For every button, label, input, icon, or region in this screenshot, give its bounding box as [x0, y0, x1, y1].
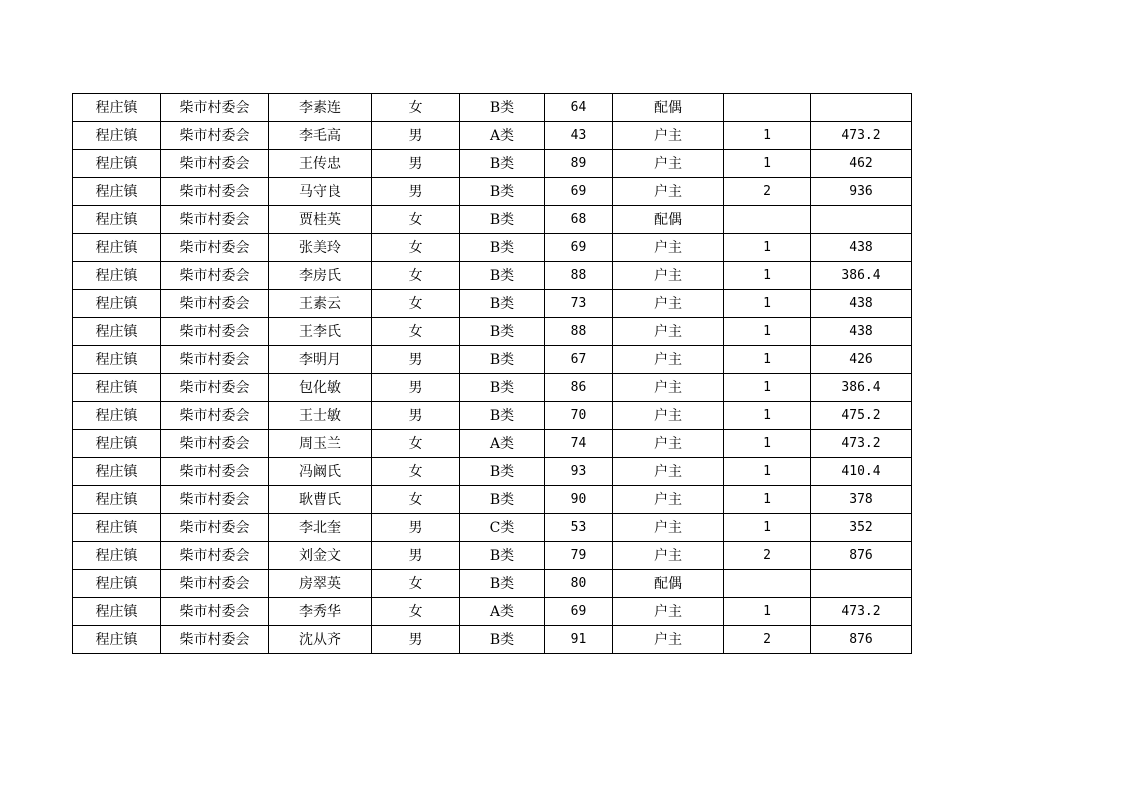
town-cell: 程庄镇 — [73, 458, 161, 486]
village-committee-cell: 柴市村委会 — [161, 234, 269, 262]
table-row — [73, 290, 912, 318]
name-cell: 李素连 — [269, 94, 372, 122]
amount-cell: 473.2 — [811, 598, 912, 626]
name-cell: 王李氏 — [269, 318, 372, 346]
age-cell: 89 — [545, 150, 613, 178]
age-cell: 79 — [545, 542, 613, 570]
amount-cell: 473.2 — [811, 430, 912, 458]
relation-cell: 配偶 — [613, 206, 724, 234]
category-cell: B类 — [460, 262, 545, 290]
amount-cell: 386.4 — [811, 374, 912, 402]
amount-cell — [811, 206, 912, 234]
age-cell: 86 — [545, 374, 613, 402]
gender-cell: 女 — [372, 290, 460, 318]
category-cell: A类 — [460, 598, 545, 626]
name-cell: 周玉兰 — [269, 430, 372, 458]
relation-cell: 户主 — [613, 178, 724, 206]
village-committee-cell: 柴市村委会 — [161, 346, 269, 374]
name-cell: 王士敏 — [269, 402, 372, 430]
amount-cell: 438 — [811, 234, 912, 262]
household-count-cell: 1 — [724, 486, 811, 514]
category-cell: B类 — [460, 150, 545, 178]
category-cell: B类 — [460, 206, 545, 234]
amount-cell: 876 — [811, 542, 912, 570]
relation-cell: 户主 — [613, 486, 724, 514]
name-cell: 李房氏 — [269, 262, 372, 290]
amount-cell: 462 — [811, 150, 912, 178]
gender-cell: 女 — [372, 94, 460, 122]
gender-cell: 女 — [372, 570, 460, 598]
gender-cell: 男 — [372, 626, 460, 654]
village-committee-cell: 柴市村委会 — [161, 318, 269, 346]
village-committee-cell: 柴市村委会 — [161, 122, 269, 150]
age-cell: 69 — [545, 598, 613, 626]
town-cell: 程庄镇 — [73, 206, 161, 234]
household-count-cell: 1 — [724, 150, 811, 178]
village-committee-cell: 柴市村委会 — [161, 94, 269, 122]
table-row — [73, 626, 912, 654]
age-cell: 88 — [545, 318, 613, 346]
name-cell: 贾桂英 — [269, 206, 372, 234]
category-cell: B类 — [460, 178, 545, 206]
town-cell: 程庄镇 — [73, 234, 161, 262]
gender-cell: 男 — [372, 178, 460, 206]
table-row — [73, 402, 912, 430]
household-count-cell: 1 — [724, 122, 811, 150]
town-cell: 程庄镇 — [73, 178, 161, 206]
table-row — [73, 458, 912, 486]
household-count-cell — [724, 570, 811, 598]
name-cell: 冯阚氏 — [269, 458, 372, 486]
name-cell: 刘金文 — [269, 542, 372, 570]
village-committee-cell: 柴市村委会 — [161, 514, 269, 542]
table-row — [73, 374, 912, 402]
age-cell: 80 — [545, 570, 613, 598]
age-cell: 53 — [545, 514, 613, 542]
village-committee-cell: 柴市村委会 — [161, 402, 269, 430]
relation-cell: 户主 — [613, 514, 724, 542]
table-row — [73, 262, 912, 290]
table-row — [73, 94, 912, 122]
relation-cell: 户主 — [613, 346, 724, 374]
amount-cell: 426 — [811, 346, 912, 374]
town-cell: 程庄镇 — [73, 122, 161, 150]
village-committee-cell: 柴市村委会 — [161, 262, 269, 290]
table-row — [73, 542, 912, 570]
name-cell: 张美玲 — [269, 234, 372, 262]
town-cell: 程庄镇 — [73, 570, 161, 598]
table-row — [73, 178, 912, 206]
gender-cell: 女 — [372, 598, 460, 626]
gender-cell: 女 — [372, 430, 460, 458]
household-count-cell: 1 — [724, 458, 811, 486]
village-committee-cell: 柴市村委会 — [161, 542, 269, 570]
relation-cell: 户主 — [613, 374, 724, 402]
category-cell: A类 — [460, 430, 545, 458]
age-cell: 69 — [545, 178, 613, 206]
relation-cell: 户主 — [613, 234, 724, 262]
village-committee-cell: 柴市村委会 — [161, 374, 269, 402]
relation-cell: 户主 — [613, 402, 724, 430]
category-cell: B类 — [460, 94, 545, 122]
town-cell: 程庄镇 — [73, 374, 161, 402]
category-cell: B类 — [460, 234, 545, 262]
town-cell: 程庄镇 — [73, 626, 161, 654]
town-cell: 程庄镇 — [73, 346, 161, 374]
town-cell: 程庄镇 — [73, 486, 161, 514]
amount-cell: 876 — [811, 626, 912, 654]
gender-cell: 男 — [372, 150, 460, 178]
age-cell: 88 — [545, 262, 613, 290]
table-row — [73, 234, 912, 262]
name-cell: 耿曹氏 — [269, 486, 372, 514]
table-row — [73, 486, 912, 514]
table-row — [73, 570, 912, 598]
category-cell: B类 — [460, 458, 545, 486]
relation-cell: 户主 — [613, 318, 724, 346]
amount-cell: 475.2 — [811, 402, 912, 430]
category-cell: B类 — [460, 374, 545, 402]
name-cell: 李秀华 — [269, 598, 372, 626]
village-committee-cell: 柴市村委会 — [161, 206, 269, 234]
category-cell: B类 — [460, 626, 545, 654]
household-count-cell — [724, 206, 811, 234]
amount-cell: 473.2 — [811, 122, 912, 150]
table-row — [73, 430, 912, 458]
category-cell: B类 — [460, 346, 545, 374]
household-count-cell: 2 — [724, 542, 811, 570]
town-cell: 程庄镇 — [73, 514, 161, 542]
town-cell: 程庄镇 — [73, 430, 161, 458]
town-cell: 程庄镇 — [73, 318, 161, 346]
gender-cell: 女 — [372, 206, 460, 234]
name-cell: 房翠英 — [269, 570, 372, 598]
age-cell: 91 — [545, 626, 613, 654]
gender-cell: 男 — [372, 122, 460, 150]
age-cell: 73 — [545, 290, 613, 318]
household-count-cell: 1 — [724, 346, 811, 374]
relation-cell: 配偶 — [613, 570, 724, 598]
table-row — [73, 514, 912, 542]
age-cell: 93 — [545, 458, 613, 486]
gender-cell: 男 — [372, 542, 460, 570]
category-cell: B类 — [460, 542, 545, 570]
relation-cell: 户主 — [613, 542, 724, 570]
town-cell: 程庄镇 — [73, 290, 161, 318]
amount-cell: 410.4 — [811, 458, 912, 486]
household-count-cell: 1 — [724, 598, 811, 626]
gender-cell: 男 — [372, 402, 460, 430]
household-count-cell: 1 — [724, 262, 811, 290]
category-cell: C类 — [460, 514, 545, 542]
table-row — [73, 122, 912, 150]
town-cell: 程庄镇 — [73, 598, 161, 626]
town-cell: 程庄镇 — [73, 542, 161, 570]
category-cell: B类 — [460, 486, 545, 514]
name-cell: 马守良 — [269, 178, 372, 206]
village-committee-cell: 柴市村委会 — [161, 150, 269, 178]
town-cell: 程庄镇 — [73, 262, 161, 290]
amount-cell: 378 — [811, 486, 912, 514]
name-cell: 沈从齐 — [269, 626, 372, 654]
category-cell: B类 — [460, 402, 545, 430]
amount-cell — [811, 570, 912, 598]
household-count-cell: 1 — [724, 374, 811, 402]
town-cell: 程庄镇 — [73, 94, 161, 122]
gender-cell: 男 — [372, 374, 460, 402]
table-row — [73, 150, 912, 178]
gender-cell: 男 — [372, 346, 460, 374]
name-cell: 李北奎 — [269, 514, 372, 542]
gender-cell: 女 — [372, 262, 460, 290]
category-cell: B类 — [460, 570, 545, 598]
age-cell: 74 — [545, 430, 613, 458]
village-committee-cell: 柴市村委会 — [161, 290, 269, 318]
relation-cell: 户主 — [613, 122, 724, 150]
household-count-cell: 1 — [724, 318, 811, 346]
relation-cell: 户主 — [613, 458, 724, 486]
amount-cell: 438 — [811, 290, 912, 318]
amount-cell: 936 — [811, 178, 912, 206]
gender-cell: 女 — [372, 458, 460, 486]
table-row — [73, 346, 912, 374]
village-committee-cell: 柴市村委会 — [161, 626, 269, 654]
relation-cell: 户主 — [613, 626, 724, 654]
village-committee-cell: 柴市村委会 — [161, 458, 269, 486]
household-count-cell: 1 — [724, 430, 811, 458]
age-cell: 64 — [545, 94, 613, 122]
data-table — [72, 93, 912, 654]
relation-cell: 户主 — [613, 150, 724, 178]
relation-cell: 户主 — [613, 430, 724, 458]
household-count-cell: 1 — [724, 234, 811, 262]
relation-cell: 户主 — [613, 598, 724, 626]
age-cell: 68 — [545, 206, 613, 234]
gender-cell: 女 — [372, 486, 460, 514]
name-cell: 李明月 — [269, 346, 372, 374]
age-cell: 69 — [545, 234, 613, 262]
category-cell: A类 — [460, 122, 545, 150]
gender-cell: 女 — [372, 234, 460, 262]
village-committee-cell: 柴市村委会 — [161, 486, 269, 514]
relation-cell: 配偶 — [613, 94, 724, 122]
age-cell: 43 — [545, 122, 613, 150]
age-cell: 67 — [545, 346, 613, 374]
gender-cell: 女 — [372, 318, 460, 346]
age-cell: 70 — [545, 402, 613, 430]
town-cell: 程庄镇 — [73, 402, 161, 430]
name-cell: 王传忠 — [269, 150, 372, 178]
name-cell: 包化敏 — [269, 374, 372, 402]
village-committee-cell: 柴市村委会 — [161, 430, 269, 458]
amount-cell: 438 — [811, 318, 912, 346]
village-committee-cell: 柴市村委会 — [161, 570, 269, 598]
table-row — [73, 598, 912, 626]
name-cell: 李毛高 — [269, 122, 372, 150]
name-cell: 王素云 — [269, 290, 372, 318]
household-count-cell: 2 — [724, 626, 811, 654]
household-count-cell: 1 — [724, 514, 811, 542]
relation-cell: 户主 — [613, 290, 724, 318]
gender-cell: 男 — [372, 514, 460, 542]
table-row — [73, 318, 912, 346]
town-cell: 程庄镇 — [73, 150, 161, 178]
category-cell: B类 — [460, 318, 545, 346]
household-count-cell: 2 — [724, 178, 811, 206]
household-count-cell: 1 — [724, 402, 811, 430]
household-count-cell — [724, 94, 811, 122]
village-committee-cell: 柴市村委会 — [161, 598, 269, 626]
amount-cell — [811, 94, 912, 122]
relation-cell: 户主 — [613, 262, 724, 290]
table-row — [73, 206, 912, 234]
amount-cell: 386.4 — [811, 262, 912, 290]
category-cell: B类 — [460, 290, 545, 318]
household-count-cell: 1 — [724, 290, 811, 318]
table-body — [73, 94, 912, 654]
amount-cell: 352 — [811, 514, 912, 542]
village-committee-cell: 柴市村委会 — [161, 178, 269, 206]
age-cell: 90 — [545, 486, 613, 514]
